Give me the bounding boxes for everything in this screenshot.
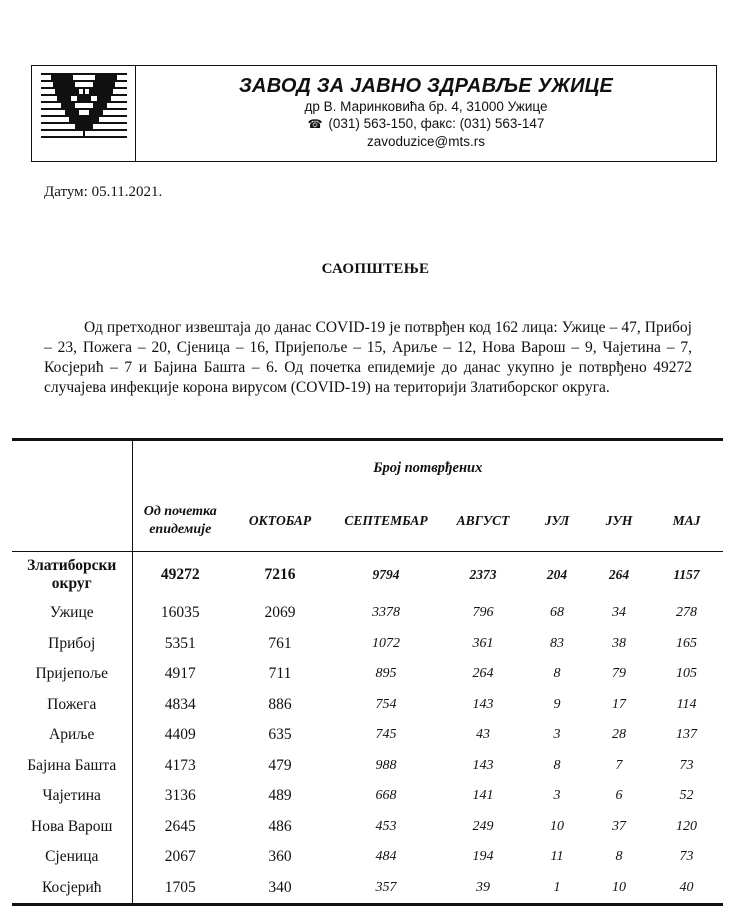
- table-row: [12, 781, 723, 812]
- cell: 73: [679, 849, 694, 865]
- table-row: [12, 873, 723, 905]
- cell: 988: [375, 757, 397, 773]
- total-row: [12, 552, 723, 599]
- table-row: [12, 842, 723, 873]
- table-row: [12, 659, 723, 690]
- table-row: [12, 629, 723, 660]
- cell: 886: [268, 695, 292, 713]
- cell: 3: [553, 788, 561, 804]
- row-label: Сјеница: [12, 842, 132, 873]
- row-label: Ариље: [12, 720, 132, 751]
- cell: 745: [375, 727, 397, 743]
- cell: 143: [472, 757, 494, 773]
- cell: 39: [440, 873, 526, 905]
- institute-name: ЗАВОД ЗА ЈАВНО ЗДРАВЉЕ УЖИЦЕ: [239, 75, 613, 97]
- group-header-row: [12, 440, 723, 492]
- cell: 37: [612, 818, 626, 834]
- cell: 357: [332, 873, 440, 905]
- cell: 1072: [372, 635, 400, 651]
- col-header-may: МАЈ: [672, 513, 701, 528]
- cell: 73: [679, 757, 694, 773]
- corner-cell: [12, 440, 132, 492]
- cell: 7: [615, 757, 623, 773]
- cell: 754: [375, 696, 397, 712]
- institute-address: др В. Маринковића бр. 4, 31000 Ужице: [304, 99, 548, 114]
- cell: 38: [612, 635, 626, 651]
- cell: 10: [588, 873, 650, 905]
- cell: 3: [553, 727, 561, 743]
- cell: 204: [526, 552, 588, 599]
- announcement-body: Од претходног извештаја до данас COVID-19 је потврђен код 162 лица: Ужице – 47, Прибој – 23, Пожега – 20, Сјеница – 16, Пријепоље – 15, Ариље – 12, Нова Варош – 9, Чајетина – 7, Косјерић – 7 и Бајина Башта – 6. Од почетка епидемије до данас укупно је потврђено 49272 случајева инфекције корона вирусом (COVID-19) на територији Златиборског округа.: [44, 319, 692, 396]
- cell: 2069: [264, 604, 296, 622]
- column-header-row: [12, 491, 723, 552]
- cell: 361: [472, 635, 494, 651]
- col-header-july: ЈУЛ: [544, 513, 570, 528]
- cases-table-wrap: [12, 438, 723, 906]
- cell: 52: [679, 788, 694, 804]
- cell: 668: [375, 788, 397, 804]
- row-label: Ужице: [12, 598, 132, 629]
- cell: 16035: [160, 604, 200, 622]
- cell: 484: [375, 849, 397, 865]
- institute-phone-line: [136, 115, 716, 133]
- cell: 143: [472, 696, 494, 712]
- cell: 1705: [132, 873, 228, 905]
- cell: 340: [228, 873, 332, 905]
- col-header-october: ОКТОБАР: [248, 513, 312, 528]
- cell: 105: [676, 666, 698, 682]
- table-row: [12, 751, 723, 782]
- cell: 1: [526, 873, 588, 905]
- cell: 120: [676, 818, 698, 834]
- cell: 264: [588, 552, 650, 599]
- total-label: Златиборски округ: [12, 552, 132, 599]
- row-label: Нова Варош: [12, 812, 132, 843]
- cell: 43: [476, 727, 490, 743]
- phone-fax: (031) 563-150, факс: (031) 563-147: [328, 116, 545, 131]
- row-label: Бајина Башта: [12, 751, 132, 782]
- cell: 486: [268, 817, 292, 835]
- cell: 11: [550, 849, 564, 865]
- cell: 137: [676, 727, 698, 743]
- institute-logo-icon: [41, 71, 127, 141]
- cell: 9794: [332, 552, 440, 599]
- cell: 83: [550, 635, 564, 651]
- row-label: Пожега: [12, 690, 132, 721]
- cell: 711: [268, 665, 292, 683]
- table-row: [12, 690, 723, 721]
- cases-table: [12, 438, 723, 906]
- cell: 895: [375, 666, 397, 682]
- table-row: [12, 812, 723, 843]
- cell: 796: [472, 605, 494, 621]
- row-label: Прибој: [12, 629, 132, 660]
- cell: 2645: [164, 817, 196, 835]
- col-header-august: АВГУСТ: [456, 513, 510, 528]
- letterhead: [31, 65, 717, 162]
- cell: 17: [612, 696, 626, 712]
- cell: 479: [268, 756, 292, 774]
- phone-icon: ☎: [307, 117, 323, 131]
- cell: 49272: [132, 552, 228, 599]
- cell: 4173: [164, 756, 196, 774]
- table-body: [12, 598, 723, 905]
- document-heading: САОПШТЕЊЕ: [321, 261, 430, 277]
- cell: 141: [472, 788, 494, 804]
- cell: 278: [676, 605, 698, 621]
- col-header-september: СЕПТЕМБАР: [344, 513, 428, 528]
- cell: 1157: [650, 552, 723, 599]
- letterhead-info: [136, 66, 716, 161]
- cell: 635: [268, 726, 292, 744]
- cell: 2373: [440, 552, 526, 599]
- cell: 194: [472, 849, 494, 865]
- cell: 79: [612, 666, 626, 682]
- corner-cell-2: [12, 491, 132, 552]
- cell: 68: [550, 605, 564, 621]
- cell: 2067: [164, 848, 196, 866]
- cell: 28: [612, 727, 626, 743]
- cell: 8: [615, 849, 623, 865]
- cell: 3136: [164, 787, 196, 805]
- cell: 4917: [164, 665, 196, 683]
- cell: 9: [553, 696, 561, 712]
- logo-cell: [32, 66, 136, 161]
- cell: 8: [553, 666, 561, 682]
- document-date: Датум: 05.11.2021.: [44, 184, 163, 200]
- col-header-since-start: Од почетка епидемије: [143, 504, 217, 537]
- cell: 40: [650, 873, 723, 905]
- cell: 34: [612, 605, 626, 621]
- cell: 165: [676, 635, 698, 651]
- cell: 249: [472, 818, 494, 834]
- cell: 4834: [164, 695, 196, 713]
- cell: 6: [615, 788, 623, 804]
- cell: 7216: [228, 552, 332, 599]
- group-header: Број потврђених: [132, 440, 723, 492]
- cell: 761: [268, 634, 292, 652]
- cell: 489: [268, 787, 292, 805]
- cell: 264: [472, 666, 494, 682]
- row-label: Чајетина: [12, 781, 132, 812]
- cell: 5351: [164, 634, 196, 652]
- cell: 453: [375, 818, 397, 834]
- cell: 114: [676, 696, 697, 712]
- col-header-june: ЈУН: [605, 513, 633, 528]
- cell: 8: [553, 757, 561, 773]
- row-label: Косјерић: [12, 873, 132, 905]
- row-label: Пријепоље: [12, 659, 132, 690]
- institute-email: zavoduzice@mts.rs: [367, 134, 485, 149]
- cell: 4409: [164, 726, 196, 744]
- cell: 3378: [372, 605, 400, 621]
- cell: 360: [268, 848, 292, 866]
- table-row: [12, 720, 723, 751]
- cell: 10: [550, 818, 564, 834]
- table-row: [12, 598, 723, 629]
